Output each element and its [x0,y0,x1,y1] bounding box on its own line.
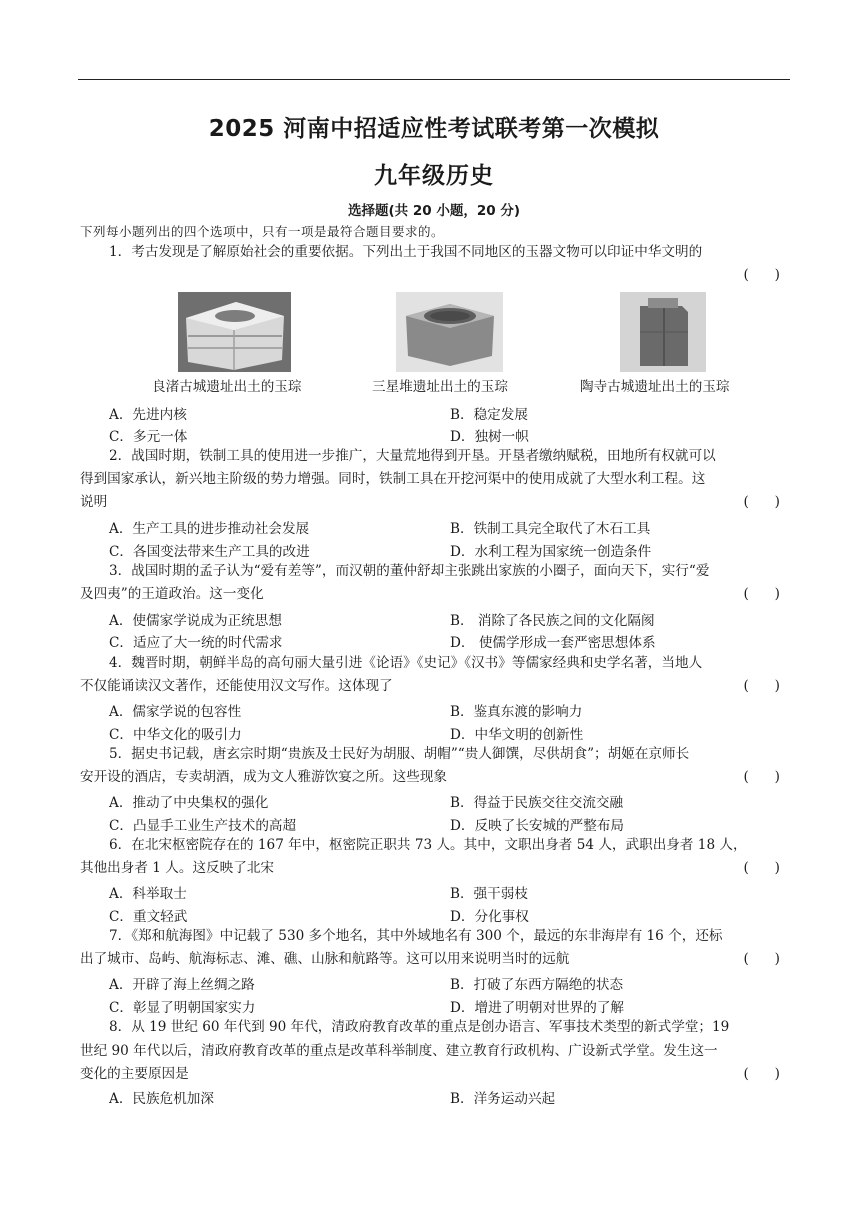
q4-option-c[interactable]: C．中华文化的吸引力 [109,727,242,743]
answer-bracket: ( ) [743,1066,780,1082]
question-2-line2: 得到国家承认，新兴地主阶级的势力增强。同时，铁制工具在开挖河渠中的使用成就了大型水利工程。这 [80,471,706,487]
question-7-line2: 出了城市、岛屿、航海标志、滩、礁、山脉和航路等。这可以用来说明当时的远航 [80,951,570,967]
question-4-line2: 不仅能诵读汉文著作，还能使用汉文写作。这体现了 [80,678,393,694]
q8-option-b[interactable]: B．洋务运动兴起 [450,1091,556,1107]
question-8-line1: 8．从 19 世纪 60 年代到 90 年代，清政府教育改革的重点是创办语言、军事技术类型的新式学堂；19 [109,1019,730,1035]
q5-option-c[interactable]: C．凸显手工业生产技术的高超 [109,818,297,834]
q2-option-b[interactable]: B．铁制工具完全取代了木石工具 [450,521,651,537]
question-1-text: 1．考古发现是了解原始社会的重要依据。下列出土于我国不同地区的玉器文物可以印证中华文明的 [109,244,703,260]
q4-option-d[interactable]: D．中华文明的创新性 [450,727,584,743]
q3-option-b[interactable]: B． 消除了各民族之间的文化隔阂 [450,613,655,629]
caption-sanxingdui: 三星堆遗址出土的玉琮 [372,379,508,395]
caption-liangzhu: 良渚古城遗址出土的玉琮 [152,379,302,395]
q7-option-d[interactable]: D．增进了明朝对世界的了解 [450,1000,625,1016]
q7-option-c[interactable]: C．彰显了明朝国家实力 [109,1000,256,1016]
answer-bracket: ( ) [743,678,780,694]
q1-option-b[interactable]: B．稳定发展 [450,407,528,423]
question-2-line3: 说明 [80,494,108,510]
answer-bracket: ( ) [743,951,780,967]
q6-option-a[interactable]: A．科举取士 [109,886,187,902]
question-4-line1: 4．魏晋时期，朝鲜半岛的高句丽大量引进《论语》《史记》《汉书》等儒家经典和史学名著，当地人 [109,655,703,671]
question-5-line2: 安开设的酒店，专卖胡酒，成为文人雅游饮宴之所。这些现象 [80,769,448,785]
q6-option-b[interactable]: B．强干弱枝 [450,886,528,902]
q3-option-d[interactable]: D． 使儒学形成一套严密思想体系 [450,635,656,651]
q7-option-b[interactable]: B．打破了东西方隔绝的状态 [450,977,624,993]
question-7-line1: 7．《郑和航海图》中记载了 530 多个地名，其中外域地名有 300 个，最远的东非海岸有 16 个，还标 [109,928,723,944]
exam-subject: 九年级历史 [374,163,494,189]
answer-bracket: ( ) [743,586,780,602]
answer-bracket: ( ) [743,267,780,283]
answer-bracket: ( ) [743,494,780,510]
q4-option-b[interactable]: B．鉴真东渡的影响力 [450,704,583,720]
answer-bracket: ( ) [743,860,780,876]
q1-option-c[interactable]: C．多元一体 [109,429,188,445]
question-3-line1: 3．战国时期的孟子认为“爱有差等”，而汉朝的董仲舒却主张跳出家族的小圈子，面向天下，实行“爱 [109,563,710,579]
question-2-line1: 2．战国时期，铁制工具的使用进一步推广，大量荒地得到开垦。开垦者缴纳赋税，田地所有权就可以 [109,448,716,464]
q3-option-a[interactable]: A．使儒家学说成为正统思想 [109,613,282,629]
exam-title: 2025 河南中招适应性考试联考第一次模拟 [208,116,660,142]
q7-option-a[interactable]: A．开辟了海上丝绸之路 [109,977,255,993]
section-heading: 选择题(共 20 小题，20 分) [347,203,520,219]
q2-option-a[interactable]: A．生产工具的进步推动社会发展 [109,521,310,537]
q1-option-d[interactable]: D．独树一帜 [450,429,529,445]
q3-option-c[interactable]: C．适应了大一统的时代需求 [109,635,283,651]
top-rule [78,79,790,80]
q6-option-c[interactable]: C．重文轻武 [109,909,188,925]
q2-option-c[interactable]: C．各国变法带来生产工具的改进 [109,544,310,560]
question-8-line3: 变化的主要原因是 [80,1066,189,1082]
q6-option-d[interactable]: D．分化事权 [450,909,529,925]
q8-option-a[interactable]: A．民族危机加深 [109,1091,214,1107]
q4-option-a[interactable]: A．儒家学说的包容性 [109,704,242,720]
question-5-line1: 5．据史书记载，唐玄宗时期“贵族及士民好为胡服、胡帽”“贵人御馔，尽供胡食”；胡姬在京师长 [109,746,690,762]
question-6-line1: 6．在北宋枢密院存在的 167 年中，枢密院正职共 73 人。其中，文职出身者 54 人，武职出身者 18 人， [109,837,747,853]
caption-taosi: 陶寺古城遗址出土的玉琮 [580,379,730,395]
jade-cong-liangzhu-image [178,292,291,372]
q2-option-d[interactable]: D．水利工程为国家统一创造条件 [450,544,652,560]
answer-bracket: ( ) [743,769,780,785]
question-6-line2: 其他出身者 1 人。这反映了北宋 [80,860,275,876]
q1-option-a[interactable]: A．先进内核 [109,407,187,423]
jade-cong-sanxingdui-image [396,292,503,372]
q5-option-d[interactable]: D．反映了长安城的严整布局 [450,818,625,834]
q5-option-b[interactable]: B．得益于民族交往交流交融 [450,795,624,811]
question-3-line2: 及四夷”的王道政治。这一变化 [80,586,264,602]
jade-cong-taosi-image [620,292,706,372]
instructions: 下列每小题列出的四个选项中，只有一项是最符合题目要求的。 [80,224,445,239]
question-8-line2: 世纪 90 年代以后，清政府教育改革的重点是改革科举制度、建立教育行政机构、广设新式学堂。发生这一 [80,1043,718,1059]
q5-option-a[interactable]: A．推动了中央集权的强化 [109,795,269,811]
